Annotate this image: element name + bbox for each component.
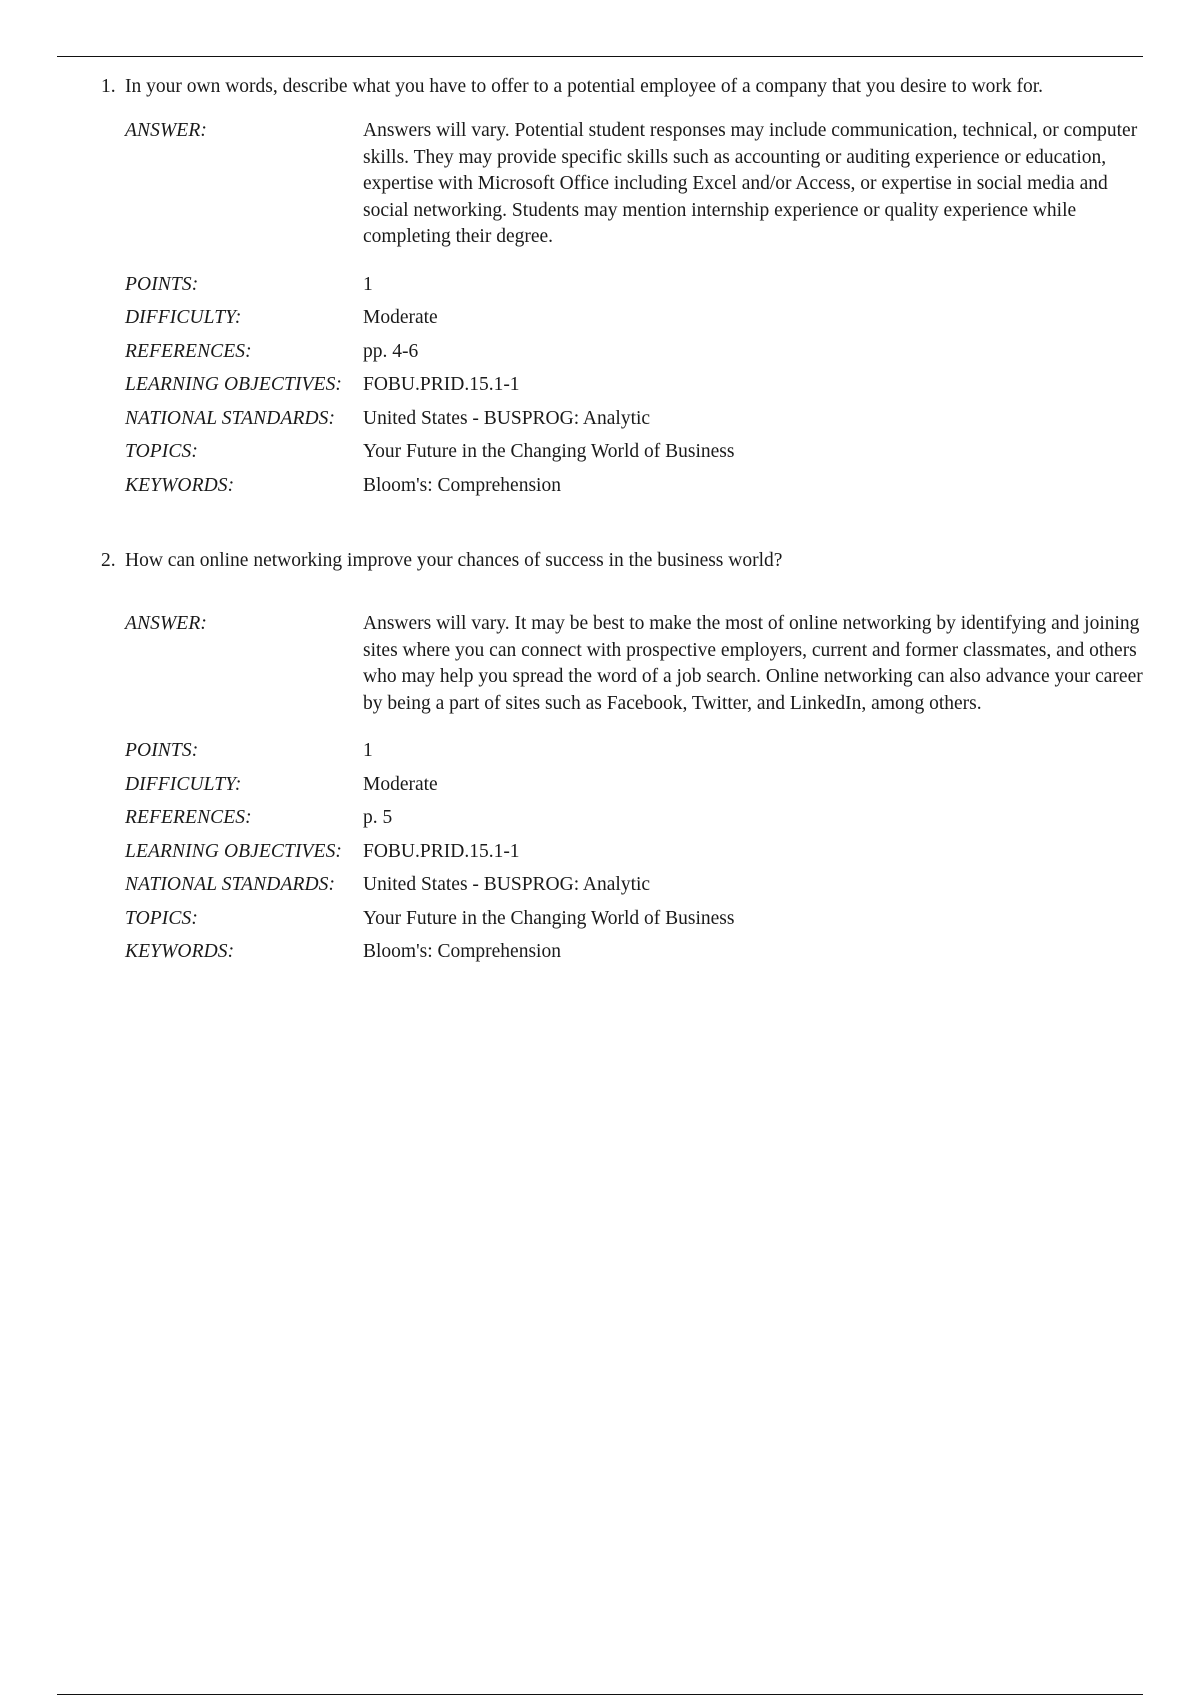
bottom-rule xyxy=(57,1694,1143,1695)
meta-label: POINTS: xyxy=(125,740,199,761)
meta-label: TOPICS: xyxy=(125,907,198,929)
answer-text: Answers will vary. It may be best to make the most of online networking by identifying and joining sites where you can connect with prospective employers, current and former classmates, and others who may help you spread the word of a job search. Online networking can also advance your career by being a part of sites such as Facebook, Twitter, and LinkedIn, among others. xyxy=(363,613,1143,714)
question-prompt: How can online networking improve your chances of success in the business world? xyxy=(125,550,783,571)
meta-label: LEARNING OBJECTIVES: xyxy=(125,374,343,395)
answer-text: Answers will vary. Potential student responses may include communication, technical, or computer skills. They may provide specific skills such as accounting or auditing experience or education, expertise with Microsoft Office including Excel and/or Access, or expertise in social media and social networking. Students may mention internship experience or quality experience while completing their degree. xyxy=(363,120,1138,247)
answer-label: ANSWER: xyxy=(125,120,207,141)
meta-label: NATIONAL STANDARDS: xyxy=(125,407,336,429)
question-number: 2. xyxy=(101,550,116,571)
meta-value: pp. 4-6 xyxy=(363,340,419,362)
meta-value: United States - BUSPROG: Analytic xyxy=(363,874,651,895)
meta-label: KEYWORDS: xyxy=(125,474,235,496)
meta-value: Bloom's: Comprehension xyxy=(363,941,561,962)
meta-label: DIFFICULTY: xyxy=(125,307,242,328)
meta-row-difficulty xyxy=(101,768,1146,802)
meta-value: FOBU.PRID.15.1-1 xyxy=(363,840,520,862)
meta-row-topics xyxy=(101,435,1146,469)
question-prompt: In your own words, describe what you have to offer to a potential employee of a company that you desire to work for. xyxy=(125,76,1044,97)
meta-label: DIFFICULTY: xyxy=(125,773,242,795)
meta-value: FOBU.PRID.15.1-1 xyxy=(363,374,520,395)
meta-label: REFERENCES: xyxy=(125,340,252,362)
top-rule xyxy=(57,56,1143,57)
meta-value: United States - BUSPROG: Analytic xyxy=(363,407,651,429)
meta-value: Your Future in the Changing World of Business xyxy=(363,907,735,929)
meta-row-references xyxy=(101,335,1146,369)
meta-value: Moderate xyxy=(363,773,438,795)
meta-value: 1 xyxy=(363,740,373,761)
meta-row-keywords xyxy=(101,935,1146,969)
question-number: 1. xyxy=(101,76,116,97)
meta-row-topics xyxy=(101,902,1146,936)
meta-row-learning-objectives xyxy=(101,368,1146,402)
metadata-list xyxy=(101,734,1146,969)
meta-value: 1 xyxy=(363,273,373,295)
meta-value: Bloom's: Comprehension xyxy=(363,474,561,496)
meta-value: p. 5 xyxy=(363,807,393,828)
meta-row-keywords xyxy=(101,469,1146,503)
question-text xyxy=(101,74,1146,99)
metadata-list xyxy=(101,268,1146,503)
answer-row xyxy=(101,611,1146,717)
question-2 xyxy=(101,548,1146,969)
meta-row-references xyxy=(101,801,1146,835)
meta-row-national-standards xyxy=(101,402,1146,436)
answer-row xyxy=(101,118,1146,251)
meta-label: TOPICS: xyxy=(125,441,198,462)
meta-row-points xyxy=(101,734,1146,768)
meta-row-learning-objectives xyxy=(101,835,1146,869)
meta-label: LEARNING OBJECTIVES: xyxy=(125,840,343,862)
meta-value: Moderate xyxy=(363,307,438,328)
meta-row-difficulty xyxy=(101,301,1146,335)
meta-label: REFERENCES: xyxy=(125,807,252,828)
question-text xyxy=(101,548,1146,573)
meta-label: POINTS: xyxy=(125,273,199,295)
question-1 xyxy=(101,74,1146,502)
meta-label: KEYWORDS: xyxy=(125,941,235,962)
meta-row-points xyxy=(101,268,1146,302)
meta-row-national-standards xyxy=(101,868,1146,902)
answer-label: ANSWER: xyxy=(125,613,207,634)
meta-label: NATIONAL STANDARDS: xyxy=(125,874,336,895)
meta-value: Your Future in the Changing World of Business xyxy=(363,441,735,462)
